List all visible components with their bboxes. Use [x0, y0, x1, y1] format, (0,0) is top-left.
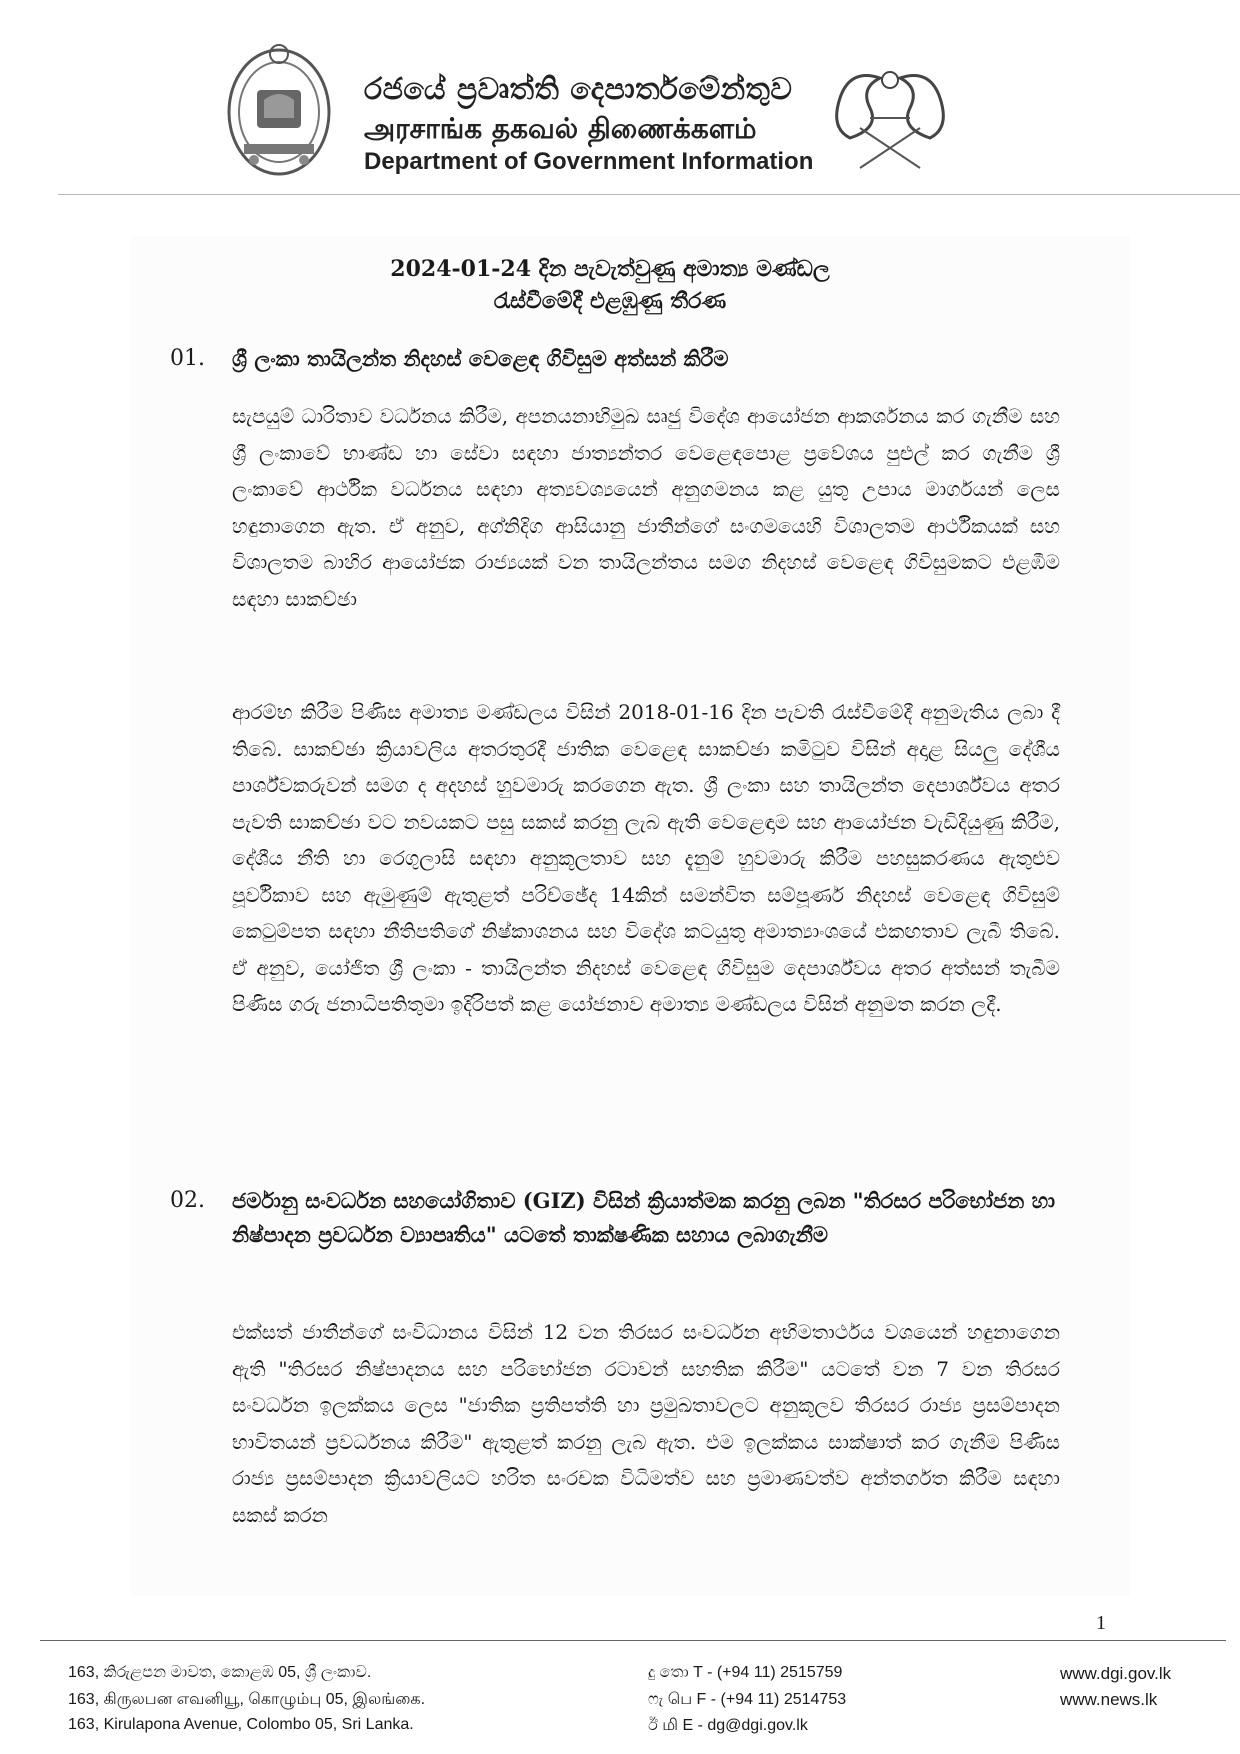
footer-website-link[interactable]: www.dgi.gov.lk [1060, 1664, 1172, 1683]
footer-address-english: 163, Kirulapona Avenue, Colombo 05, Sri Lanka. [68, 1716, 414, 1733]
footer-fax: ෆැ பெ F - (+94 11) 2514753 [648, 1691, 847, 1708]
section-heading: ජර්මානු සංවර්ධන සහයෝගිතාව (GIZ) විසින් ක්‍රියාත්මක කරනු ලබන "තිරසර පරිභෝජන හා නිෂ්පාදන ප්‍රවර්ධන ව්‍යාපෘතිය" යටතේ තාක්ෂණික සහාය ලබාගැනීම [232, 1188, 1056, 1247]
footer-website-link[interactable]: www.news.lk [1060, 1690, 1158, 1709]
section-body: එක්සත් ජාතීන්ගේ සංවිධානය විසින් 12 වන තිරසර සංවර්ධන අභිමතාර්ථය වශයෙන් හඳුනාගෙන ඇති "තිරසර නිෂ්පාදනය සහ පරිභෝජන රටාවන් සහතික කිරීම" යටතේ වන 7 වන තිරසර සංවර්ධන ඉලක්කය ලෙස "ජාතික ප්‍රතිපත්ති හා ප්‍රමුඛතාවලට අනුකූලව තිරසර රාජ්‍ය ප්‍රසම්පාදන භාවිතයන් ප්‍රවර්ධනය කිරීම" ඇතුළත් කරනු ලැබ ඇත. එම ඉලක්කය සාක්ෂාත් කර ගැනීම පිණිස රාජ්‍ය ප්‍රසම්පාදන ක්‍රියාවලියට හරිත සංරචක විධිමත්ව සහ ප්‍රමාණවත්ව අන්තර්ගත කිරීම සඳහා සකස් කරන [232, 1320, 1060, 1527]
department-name-english: Department of Government Information [364, 148, 814, 175]
sri-lanka-emblem-icon [224, 40, 334, 180]
lion-ornament-icon [820, 58, 960, 178]
section-body: ආරම්භ කිරීම පිණිස අමාත්‍ය මණ්ඩලය විසින් 2018-01-16 දින පැවති රැස්වීමේදී අනුමැතිය ලබා දී තිබේ. සාකච්ඡා ක්‍රියාවලිය අතරතුරදී ජාතික වෙළෙඳ සාකච්ඡා කමිටුව විසින් අදාළ සියලු දේශීය පාර්ශ්වකරුවන් සමග ද අදහස් හුවමාරු කරගෙන ඇත. ශ්‍රී ලංකා සහ තායිලන්ත දෙපාර්ශ්වය අතර පැවති සාකච්ඡා වට නවයකට පසු සකස් කරනු ලැබ ඇති වෙළෙඳාම සහ ආයෝජන වැඩිදියුණු කිරීම, දේශීය නීති හා රෙගුලාසි සඳහා අනුකූලතාව සහ දැනුම් හුවමාරු කිරීම පහසුකරණය ඇතුළුව පූර්විකාව සහ ඇමුණුම් ඇතුළත් පරිච්ඡේද 14කින් සමන්විත සම්පූර්ණ නිදහස් වෙළෙඳ ගිවිසුම් කෙටුම්පත සඳහා නීතිපතිගේ නිෂ්කාශනය සහ විදේශ කටයුතු අමාත්‍යාංශයේ එකඟතාව ලැබී තිබේ. ඒ අනුව, යෝජිත ශ්‍රී ලංකා - තායිලන්ත නිදහස් වෙළෙඳ ගිවිසුම දෙපාර්ශ්වය අතර අත්සන් තැබීම පිණිස ගරු ජනාධිපතිතුමා ඉදිරිපත් කළ යෝජනාව අමාත්‍ය මණ්ඩලය විසින් අනුමත කරන ලදී. [232, 700, 1060, 1016]
section-body: සැපයුම් ධාරිතාව වර්ධනය කිරීම, අපනයනාභිමුඛ සෘජු විදේශ ආයෝජන ආකර්ශනය කර ගැනීම සහ ශ්‍රී ලංකාවේ භාණ්ඩ හා සේවා සඳහා ජාත්‍යන්තර වෙළෙඳපොළ ප්‍රවේශය පුළුල් කර ගැනීම ශ්‍රී ලංකාවේ ආර්ථික වර්ධනය සඳහා අත්‍යවශ්‍යයෙන් අනුගමනය කළ යුතු උපාය මාර්ගයන් ලෙස හඳුනාගෙන ඇත. ඒ අනුව, අග්නිදිග ආසියානු ජාතීන්ගේ සංගමයෙහි විශාලතම ආර්ථිකයක් සහ විශාලතම බාහිර ආයෝජක රාජ්‍යයක් වන තායිලන්තය සමග නිදහස් වෙළෙඳ ගිවිසුමකට එළඹීම සඳහා සාකච්ඡා [232, 404, 1060, 611]
header-divider [58, 194, 1240, 195]
footer-telephone: දු තො T - (+94 11) 2515759 [648, 1664, 843, 1681]
department-name-tamil: அரசாங்க தகவல் திணைக்களம் [364, 112, 757, 145]
footer-address-sinhala: 163, කිරුළපන මාවත, කොළඹ 05, ශ්‍රී ලංකාව. [68, 1664, 372, 1681]
footer-divider [40, 1640, 1226, 1641]
section-number: 01. [170, 346, 205, 371]
footer-email[interactable]: ඊ மி E - dg@dgi.gov.lk [648, 1717, 808, 1734]
department-name-sinhala: රජයේ ප්‍රවෘත්ති දෙපාර්තමේන්තුව [364, 72, 793, 107]
section-heading: ශ්‍රී ලංකා තායිලන්ත නිදහස් වෙළෙඳ ගිවිසුම අත්සන් කිරීම [232, 346, 729, 371]
section-number: 02. [170, 1188, 205, 1213]
letterhead [0, 0, 1240, 200]
page-number: 1 [1096, 1612, 1106, 1634]
document-title-line2: රැස්වීමේදී එළඹුණු තීරණ [493, 288, 727, 314]
document-title-line1: 2024-01-24 දින පැවැත්වුණු අමාත්‍ය මණ්ඩල [390, 256, 830, 282]
footer-address-tamil: 163, கிருலபன எவனியூ, கொழும்பு 05, இலங்கை. [68, 1691, 426, 1708]
